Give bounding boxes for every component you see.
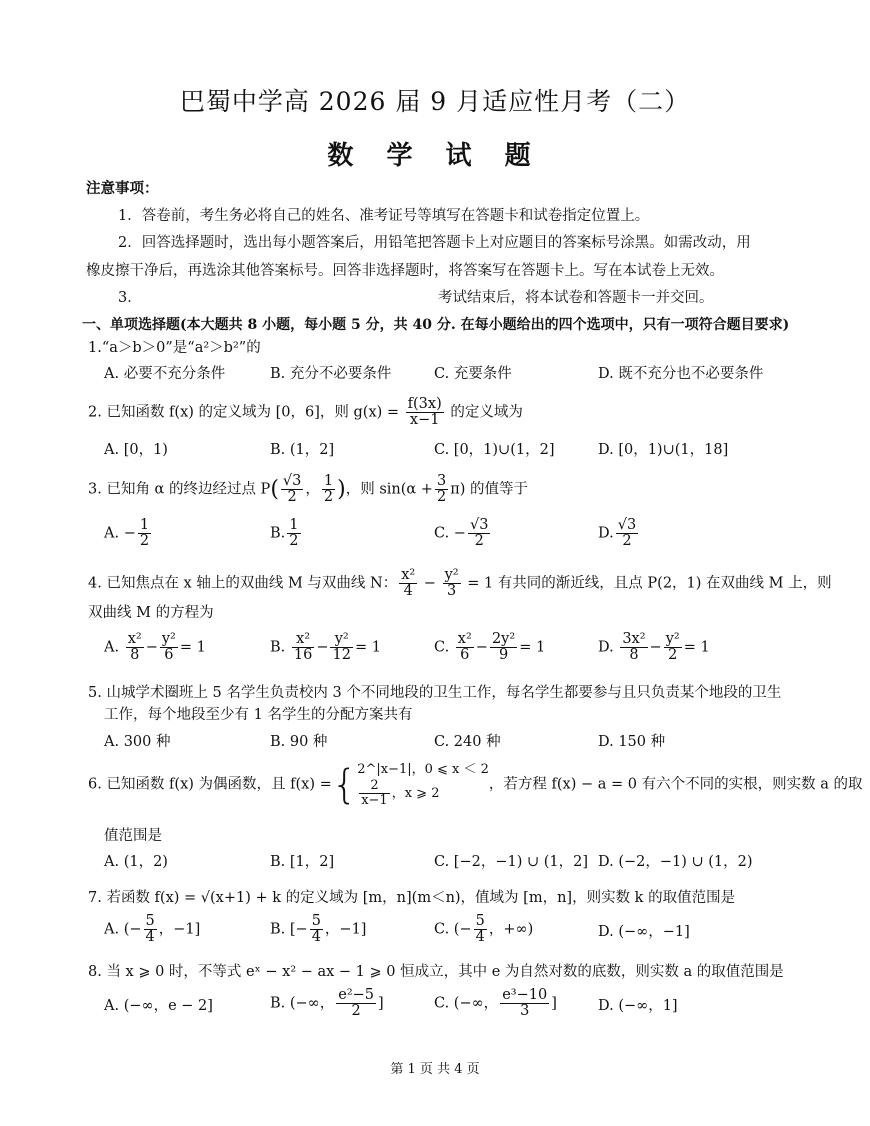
- numerator: 1: [139, 517, 150, 533]
- fraction: [664, 632, 682, 663]
- option-suffix: ]: [378, 995, 384, 1012]
- denominator: 9: [498, 647, 509, 664]
- option-label: B. [−: [270, 921, 308, 938]
- section-heading: 一、单项选择题(本大题共 8 小题，每小题 5 分，共 40 分. 在每小题给出的四个选项中，只有一项符合题目要求): [82, 317, 790, 333]
- denominator: x−1: [361, 792, 388, 808]
- option-b: B. $\frac{\text{x²}}{16}$ − $\frac{\text{y²}}{12}$ = 1: [270, 631, 381, 664]
- question-stem: 3. 已知角 α 的终边经过点 P( $\frac{√3}{2}$ ， $\frac{1}{2}$ )，则 sin(α + $\frac{3}{2}$ π) 的值等于: [88, 473, 528, 506]
- exam-title: 巴蜀中学高 2026 届 9 月适应性月考（二）: [179, 87, 691, 116]
- numerator: 3x²: [622, 631, 646, 647]
- fraction: [359, 779, 390, 807]
- option-a: A. [0，1): [104, 442, 168, 458]
- option-b: B. 90 种: [270, 734, 328, 750]
- denominator: 6: [460, 647, 470, 664]
- option-d: D. (−2，−1) ∪ (1，2): [598, 854, 753, 870]
- question-stem: 5. 山城学术圈班上 5 名学生负责校内 3 个不同地段的卫生工作，每名学生都要参与且只负责某个地段的卫生: [88, 685, 782, 701]
- denominator: 2: [323, 489, 334, 506]
- equals-one: = 1: [354, 639, 381, 656]
- subject-title: 数 学 试 题: [327, 141, 543, 171]
- fraction: [292, 632, 314, 663]
- denominator: 8: [130, 647, 140, 664]
- option-label: D.: [598, 639, 614, 656]
- fraction: [500, 988, 549, 1019]
- question-stem: 4. 已知焦点在 x 轴上的双曲线 M 与双曲线 N： $\frac{\text{x²}}{4}$ − $\frac{\text{y²}}{3}$ = 1 有共同的渐近线，且点 P(2，1) 在双曲线 M 上，则: [88, 567, 832, 600]
- option-suffix: ，−1]: [158, 921, 201, 938]
- option-b: [270, 914, 366, 945]
- option-d: D. (−∞，1]: [598, 998, 678, 1014]
- option-a: [104, 914, 200, 945]
- numerator: 2: [359, 779, 390, 794]
- fraction: [330, 632, 352, 663]
- option-a: A. 必要不充分条件: [104, 366, 226, 382]
- question-stem: 7. 若函数 f(x) = √(x+1) + k 的定义域为 [m，n](m＜n)，值域为 [m，n]，则实数 k 的取值范围是: [88, 890, 736, 906]
- fraction: [435, 474, 448, 505]
- numerator: e²−5: [338, 987, 375, 1003]
- denominator: 2: [287, 489, 297, 506]
- fraction: [310, 914, 323, 945]
- option-b: B. (1，2]: [270, 442, 335, 458]
- option-label: B.: [270, 639, 286, 656]
- option-c: C. $\frac{\text{x²}}{6}$ − $\frac{\text{2y²}}{9}$ = 1: [434, 631, 546, 664]
- notice-item-3-number: 3．: [118, 290, 142, 306]
- option-label: B.: [270, 525, 286, 542]
- numerator: √3: [617, 517, 637, 533]
- notice-heading: 注意事项：: [86, 180, 159, 197]
- fraction: [144, 914, 157, 945]
- fraction: [468, 518, 490, 549]
- option-label: B. (−∞，: [270, 995, 335, 1012]
- denominator: 3: [446, 583, 457, 600]
- stem-prefix: 2. 已知函数 f(x) 的定义域为 [0，6]，则 g(x) =: [88, 404, 400, 421]
- denominator: 2: [622, 533, 632, 550]
- numerator: f(3x): [407, 396, 442, 412]
- equals-one: = 1: [683, 639, 710, 656]
- denominator: 2: [474, 533, 484, 550]
- option-label: A. (−: [104, 921, 142, 938]
- option-suffix: ，+∞): [488, 921, 534, 938]
- denominator: 2: [139, 533, 150, 550]
- option-suffix: ]: [551, 995, 557, 1012]
- option-d: D. (−∞，−1]: [598, 924, 690, 940]
- numerator: √3: [282, 473, 302, 489]
- fraction: [620, 632, 647, 663]
- fraction: [616, 518, 638, 549]
- denominator: 3: [520, 1003, 530, 1020]
- fraction: [399, 568, 417, 599]
- stem-prefix: 3. 已知角 α 的终边经过点 P: [88, 481, 271, 498]
- option-a: A. (1，2): [104, 854, 168, 870]
- numerator: y²: [161, 631, 176, 647]
- option-c: C. 240 种: [434, 734, 501, 750]
- denominator: 8: [629, 647, 639, 664]
- numerator: 1: [289, 517, 299, 533]
- denominator: 6: [164, 647, 174, 664]
- option-c: [434, 988, 557, 1019]
- denominator: 2: [351, 1003, 361, 1020]
- numerator: x²: [127, 631, 142, 647]
- numerator: 5: [311, 913, 321, 929]
- fraction: [281, 474, 303, 505]
- numerator: x²: [457, 631, 472, 647]
- option-b: B. [1，2]: [270, 854, 335, 870]
- question-stem-line2: 值范围是: [104, 828, 162, 844]
- left-paren: (: [270, 477, 279, 503]
- equals-one: = 1: [519, 639, 546, 656]
- option-d: D. 既不充分也不必要条件: [598, 366, 764, 382]
- numerator: e³−10: [502, 987, 548, 1003]
- denominator: 2: [668, 647, 678, 664]
- option-a: A. (−∞，e − 2]: [104, 998, 213, 1014]
- stem-suffix: π) 的值等于: [450, 481, 528, 498]
- right-paren: ): [337, 477, 346, 503]
- option-d: D. 150 种: [598, 734, 666, 750]
- notice-item-2b: 橡皮擦干净后，再选涂其他答案标号。回答非选择题时，将答案写在答题卡上。写在本试卷上无效。: [86, 263, 724, 279]
- option-label: C. (−: [434, 921, 472, 938]
- option-label: A.: [104, 639, 120, 656]
- numerator: y²: [444, 567, 459, 583]
- stem-suffix: 的定义域为: [450, 404, 523, 421]
- fraction: [443, 568, 461, 599]
- option-d: D. [0，1)∪(1，18]: [598, 442, 729, 458]
- notice-item-1: 1．答卷前，考生务必将自己的姓名、准考证号等填写在答题卡和试卷指定位置上。: [118, 208, 650, 224]
- option-c: C. [0，1)∪(1，2]: [434, 442, 555, 458]
- numerator: 2y²: [491, 631, 516, 647]
- question-stem: [88, 397, 523, 428]
- stem-prefix: 6. 已知函数 f(x) 为偶函数，且 f(x) =: [88, 776, 332, 793]
- option-c: C. 充要条件: [434, 366, 512, 382]
- stem-prefix: 4. 已知焦点在 x 轴上的双曲线 M 与双曲线 N：: [88, 575, 398, 592]
- question-stem: 8. 当 x ⩾ 0 时，不等式 eˣ − x² − ax − 1 ⩾ 0 恒成立，其中 e 为自然对数的底数，则实数 a 的取值范围是: [88, 964, 784, 980]
- numerator: y²: [665, 631, 680, 647]
- question-stem-line2: 工作，每个地段至少有 1 名学生的分配方案共有: [104, 707, 413, 723]
- denominator: 4: [475, 929, 485, 946]
- numerator: x²: [401, 567, 416, 583]
- option-a: A. $\frac{\text{x²}}{8}$ − $\frac{\text{y²}}{6}$ = 1: [104, 631, 206, 664]
- fraction: [456, 632, 474, 663]
- case-1: 2^|x−1|，0 ⩽ x ＜ 2: [357, 762, 489, 777]
- option-b: B. 充分不必要条件: [270, 366, 392, 382]
- denominator: 4: [403, 583, 413, 600]
- fraction: [126, 632, 144, 663]
- option-b: [270, 518, 303, 549]
- question-stem-line2: 双曲线 M 的方程为: [88, 605, 214, 621]
- notice-item-2a: 2．回答选择题时，选出每小题答案后，用铅笔把答题卡上对应题目的答案标号涂黑。如需改动，用: [118, 235, 751, 251]
- option-c: [434, 914, 533, 945]
- denominator: 12: [332, 647, 351, 664]
- numerator: y²: [330, 632, 352, 648]
- stem-suffix: ，若方程 f(x) − a = 0 有六个不同的实根，则实数 a 的取: [488, 776, 863, 793]
- equals-one: = 1: [179, 639, 206, 656]
- fraction: [406, 397, 444, 428]
- numerator: 1: [323, 473, 334, 489]
- numerator: x²: [292, 632, 314, 648]
- option-d: D. $\frac{\text{3x²}}{8}$ − $\frac{\text{y²}}{2}$ = 1: [598, 631, 710, 664]
- option-b: [270, 988, 384, 1019]
- denominator: 16: [293, 647, 313, 664]
- option-label: C. (−∞，: [434, 995, 499, 1012]
- numerator: 3: [436, 473, 447, 489]
- fraction: [336, 988, 376, 1019]
- question-stem: 1.“a＞b＞0”是“a²＞b²”的: [88, 340, 261, 356]
- page-footer: 第 1 页 共 4 页: [390, 1062, 480, 1077]
- fraction: [160, 632, 178, 663]
- denominator: 2: [289, 533, 299, 550]
- fraction: [287, 518, 300, 549]
- fraction: [474, 914, 487, 945]
- option-c: C. [−2，−1) ∪ (1，2]: [434, 854, 588, 870]
- option-d: [598, 518, 640, 549]
- option-a: [104, 518, 153, 549]
- option-label: C.: [434, 639, 450, 656]
- left-brace: {: [331, 761, 358, 808]
- fraction: [490, 632, 517, 663]
- piecewise-cases: [357, 762, 489, 807]
- fraction: [322, 474, 335, 505]
- option-c: [434, 518, 492, 549]
- denominator: 4: [145, 929, 155, 946]
- option-a: A. 300 种: [104, 734, 171, 750]
- denominator: x−1: [409, 412, 440, 429]
- denominator: 2: [436, 489, 447, 506]
- numerator: 5: [475, 913, 485, 929]
- case-2-condition: ，x ⩾ 2: [391, 786, 440, 802]
- numerator: √3: [469, 517, 489, 533]
- numerator: 5: [145, 913, 155, 929]
- notice-item-3-text: 考试结束后，将本试卷和答题卡一并交回。: [438, 290, 714, 306]
- stem-suffix: = 1 有共同的渐近线，且点 P(2，1) 在双曲线 M 上，则: [467, 575, 832, 592]
- fraction: [138, 518, 151, 549]
- option-suffix: ，−1]: [324, 921, 367, 938]
- option-label: D.: [598, 525, 614, 542]
- option-label: A. −: [104, 525, 136, 542]
- question-stem: [88, 762, 862, 807]
- stem-mid: ，则 sin(α +: [345, 481, 433, 498]
- denominator: 4: [311, 929, 321, 946]
- option-label: C. −: [434, 525, 466, 542]
